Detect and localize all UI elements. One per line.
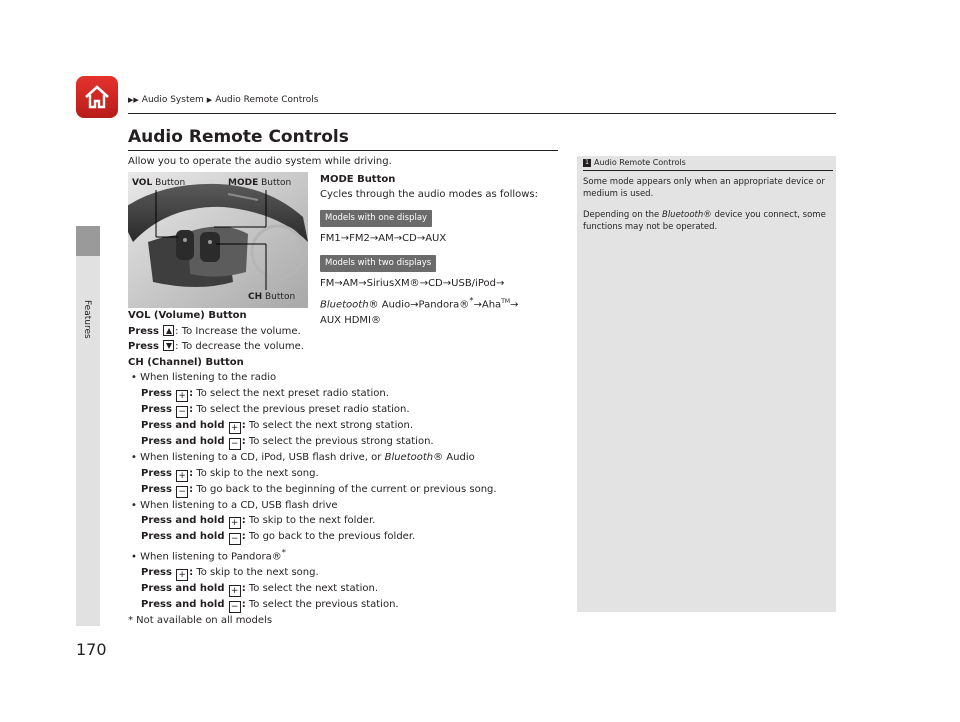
steering-wheel-image [128, 172, 308, 308]
one-display-sequence: FM1→FM2→AM→CD→AUX [320, 233, 447, 244]
list-item: • When listening to a CD, USB flash drive [131, 499, 338, 511]
breadcrumb [128, 95, 318, 105]
breadcrumb-item-audio-system[interactable]: Audio System [141, 95, 204, 105]
arrow-right-icon: → [510, 299, 519, 311]
plus-key-icon: + [176, 390, 188, 402]
side-note-paragraph: Depending on the Bluetooth® device you connect, some functions may not be operated. [583, 210, 826, 232]
footnote: * Not available on all models [128, 615, 273, 626]
sidebar-section-label: Features [82, 300, 92, 339]
minus-key-icon: − [176, 486, 188, 498]
vol-heading: VOL (Volume) Button [128, 310, 247, 321]
mode-heading: MODE Button [320, 174, 396, 185]
intro-text: Allow you to operate the audio system while driving. [128, 156, 392, 167]
arrow-right-icon: → [495, 278, 505, 289]
breadcrumb-arrow-icon: ▶ [206, 96, 213, 104]
home-button[interactable] [76, 76, 118, 118]
side-note-header [583, 158, 686, 167]
arrow-right-icon: → [393, 233, 403, 244]
arrow-right-icon: → [419, 278, 429, 289]
minus-key-icon: − [229, 601, 241, 613]
arrow-right-icon: → [416, 233, 426, 244]
steering-wheel-illustration [128, 172, 308, 308]
breadcrumb-item-current: Audio Remote Controls [215, 95, 319, 105]
minus-key-icon: − [229, 533, 241, 545]
list-item: Press and hold − : To select the previous station. [141, 599, 399, 613]
header-rule [128, 113, 836, 114]
vol-up-line: Press : To Increase the volume. [128, 325, 301, 337]
list-item: Press − : To select the previous preset radio station. [141, 403, 410, 417]
mode-button-callout: MODE Button [228, 178, 292, 188]
list-item: • When listening to Pandora®* [131, 547, 286, 563]
breadcrumb-arrow-icon: ▶▶ [128, 96, 139, 104]
side-note-body [583, 176, 831, 242]
arrow-right-icon: → [369, 233, 379, 244]
arrow-right-icon: → [334, 278, 343, 289]
plus-key-icon: + [229, 585, 241, 597]
page-number: 170 [76, 640, 107, 659]
vol-down-line: Press : To decrease the volume. [128, 341, 304, 353]
mode-button-section [320, 172, 560, 329]
list-item: Press and hold + : To select the next strong station. [141, 419, 413, 433]
list-item: Press and hold + : To select the next station. [141, 583, 378, 597]
list-item: Press and hold + : To skip to the next folder. [141, 515, 376, 529]
home-icon [82, 82, 112, 112]
list-item: Press and hold − : To go back to the previous folder. [141, 531, 416, 545]
volume-down-icon [163, 340, 174, 351]
side-note-paragraph: Some mode appears only when an appropriate device or medium is used. [583, 177, 825, 199]
plus-key-icon: + [229, 517, 241, 529]
ch-heading: CH (Channel) Button [128, 356, 244, 368]
list-item: Press − : To go back to the beginning of the current or previous song. [141, 483, 497, 497]
two-display-badge: Models with two displays [320, 255, 436, 272]
vol-button-callout: VOL Button [132, 178, 186, 188]
list-item: Press + : To skip to the next song. [141, 467, 319, 481]
main-body [128, 308, 568, 613]
list-item: • When listening to the radio [131, 372, 277, 384]
plus-key-icon: + [176, 569, 188, 581]
list-item: Press and hold − : To select the previous strong station. [141, 435, 434, 449]
arrow-right-icon: → [442, 278, 452, 289]
side-note-rule [583, 170, 833, 171]
arrow-right-icon: → [473, 299, 482, 311]
note-number-icon: 1 [583, 159, 591, 167]
sidebar-tab-marker [76, 226, 100, 256]
arrow-right-icon: → [340, 233, 350, 244]
arrow-right-icon: → [410, 299, 419, 311]
two-display-sequence: FM→AM→SiriusXM®→CD→USB/iPod→ Bluetooth® Audio→Pandora®*→Aha™→ AUX HDMI® [320, 278, 519, 327]
page-title: Audio Remote Controls [128, 127, 349, 147]
one-display-badge: Models with one display [320, 210, 432, 227]
minus-key-icon: − [229, 438, 241, 450]
minus-key-icon: − [176, 406, 188, 418]
list-item: Press + : To select the next preset radio station. [141, 387, 389, 401]
list-item: Press + : To skip to the next song. [141, 567, 319, 581]
title-rule [128, 150, 558, 151]
arrow-right-icon: → [358, 278, 367, 289]
plus-key-icon: + [176, 470, 188, 482]
volume-up-icon [163, 325, 174, 336]
mode-description: Cycles through the audio modes as follows: [320, 189, 539, 200]
side-note-title: Audio Remote Controls [594, 158, 686, 167]
plus-key-icon: + [229, 422, 241, 434]
list-item: • When listening to a CD, iPod, USB flash drive, or Bluetooth® Audio [131, 451, 475, 463]
ch-button-callout: CH Button [248, 292, 296, 302]
